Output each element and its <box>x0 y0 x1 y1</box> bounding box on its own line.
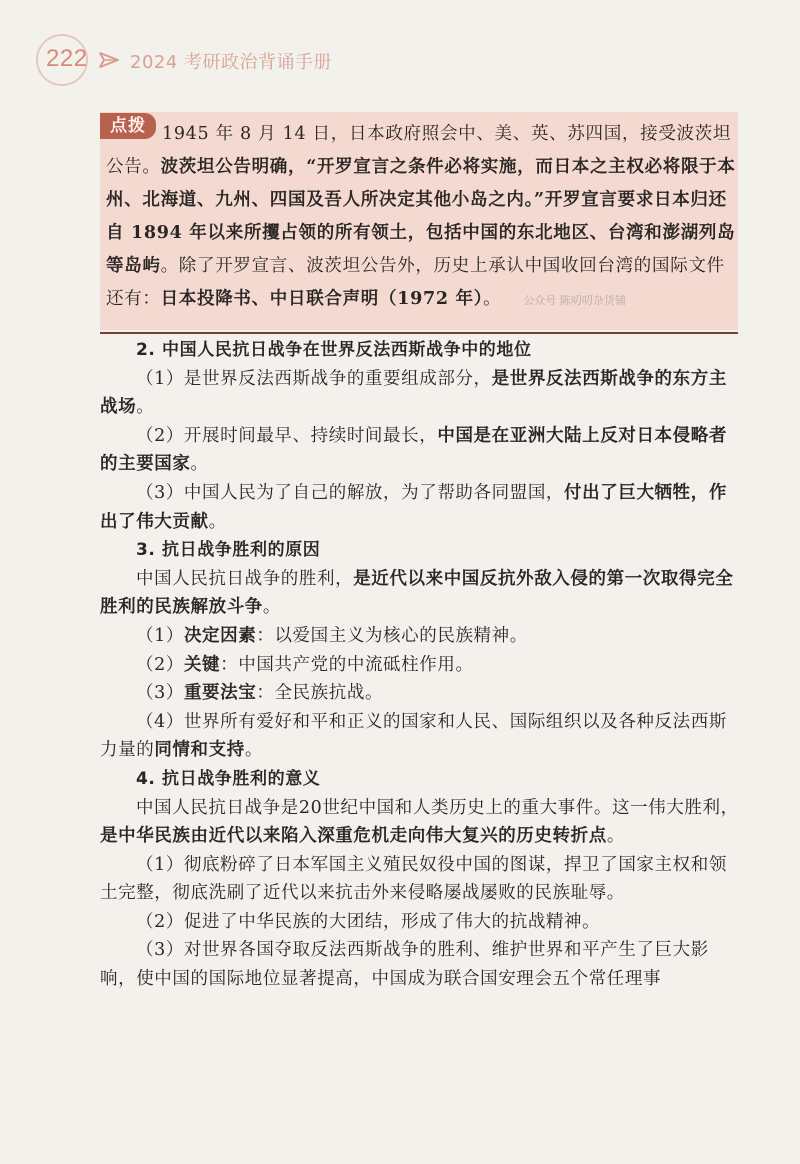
text-segment: 中国人民抗日战争是20世纪中国和人类历史上的重大事件。这一伟大胜利， <box>136 797 739 818</box>
text-segment: （1）是世界反法西斯战争的重要组成部分， <box>136 368 492 389</box>
main-content <box>100 336 740 994</box>
paragraph <box>100 422 740 479</box>
paragraph <box>100 908 740 937</box>
text-segment: 3. 抗日战争胜利的原因 <box>136 540 321 561</box>
text-segment: ：全民族抗战。 <box>256 683 384 704</box>
text-segment: 2. 中国人民抗日战争在世界反法西斯战争中的地位 <box>136 340 532 360</box>
text-segment: 。 <box>244 740 263 761</box>
paragraph <box>100 479 740 536</box>
text-segment: 是近代以来中国反抗外敌入侵的第一次取得完全胜利的民族解放斗争 <box>100 568 734 618</box>
text-segment: ：以爱国主义为核心的民族精神。 <box>256 625 528 646</box>
text-segment: 。 <box>136 397 155 418</box>
tip-segment: 。 <box>483 289 502 309</box>
text-segment: （4）世界所有爱好和平和正义的国家和人民、国际组织以及各种反法西斯力量的 <box>100 711 727 761</box>
paragraph <box>100 565 740 622</box>
paragraph <box>100 708 740 765</box>
section-heading <box>100 336 740 365</box>
tip-segment: 。除了开罗宣言、波茨坦公告外，历史上承认中国收回台湾的国际文件还有： <box>106 256 725 309</box>
page-header <box>0 0 800 110</box>
section-heading <box>100 536 740 565</box>
text-segment: 。 <box>262 597 282 618</box>
tip-text <box>106 118 736 317</box>
text-segment: 决定因素 <box>183 625 257 646</box>
paragraph <box>100 679 740 708</box>
text-segment: 是世界反法西斯战争的东方主战场 <box>100 368 727 418</box>
tip-segment: 日本投降书、中日联合声明（1972 年） <box>160 289 484 309</box>
page-number: 222 <box>46 45 88 72</box>
text-segment: 中国人民抗日战争的胜利， <box>136 568 354 589</box>
paragraph <box>100 794 740 851</box>
section-heading <box>100 765 740 794</box>
text-segment: 。 <box>190 454 209 475</box>
text-segment: （3） <box>136 683 184 704</box>
tip-segment: 波茨坦公告明确，“开罗宣言之条件必将实施，而日本之主权必将限于本州、北海道、九州、四国及吾人所决定其他小岛之内。”开罗宣言要求日本归还自 1894 年以来所攫占领的所有领土，包括中国的东北地区、台湾和澎湖列岛等岛屿 <box>106 157 736 276</box>
paragraph <box>100 851 740 908</box>
text-segment: 中国是在亚洲大陆上反对日本侵略者的主要国家 <box>100 425 727 475</box>
text-segment: 4. 抗日战争胜利的意义 <box>136 768 321 789</box>
text-segment: （2） <box>136 654 184 675</box>
paragraph <box>100 365 740 422</box>
tip-divider <box>100 332 738 334</box>
text-segment: ：中国共产党的中流砥柱作用。 <box>220 654 474 675</box>
text-segment: （2）促进了中华民族的大团结，形成了伟大的抗战精神。 <box>136 911 601 932</box>
paragraph <box>100 622 740 651</box>
text-segment: （2）开展时间最早、持续时间最长， <box>136 425 438 446</box>
text-segment: 。 <box>208 511 227 532</box>
paper-plane-icon <box>98 49 120 71</box>
text-segment: 付出了巨大牺牲，作出了伟大贡献 <box>100 482 727 532</box>
paragraph <box>100 651 740 680</box>
text-segment: 。 <box>606 826 625 847</box>
tip-segment: 1945 年 8 月 14 日，日本政府照会中、美、英、苏四国，接受波茨坦公告。 <box>106 124 732 177</box>
text-segment: 是中华民族由近代以来陷入深重危机走向伟大复兴的历史转折点 <box>100 826 607 847</box>
text-segment: （3）对世界各国夺取反法西斯战争的胜利、维护世界和平产生了巨大影响，使中国的国际地位显著提高，中国成为联合国安理会五个常任理事 <box>100 940 709 990</box>
text-segment: 关键 <box>183 654 221 675</box>
text-segment: （1） <box>136 625 184 646</box>
watermark: 公众号 陈叨叨杂货铺 <box>523 294 626 307</box>
paragraph <box>100 936 740 993</box>
text-segment: （3）中国人民为了自己的解放，为了帮助各同盟国， <box>136 482 565 503</box>
text-segment: 重要法宝 <box>183 683 257 704</box>
book-title: 2024 考研政治背诵手册 <box>130 52 333 73</box>
tip-badge: 点拨 <box>100 113 156 139</box>
text-segment: （1）彻底粉碎了日本军国主义殖民奴役中国的图谋，捍卫了国家主权和领土完整，彻底洗刷了近代以来抗击外来侵略屡战屡败的民族耻辱。 <box>100 854 727 904</box>
text-segment: 同情和支持 <box>154 740 245 761</box>
